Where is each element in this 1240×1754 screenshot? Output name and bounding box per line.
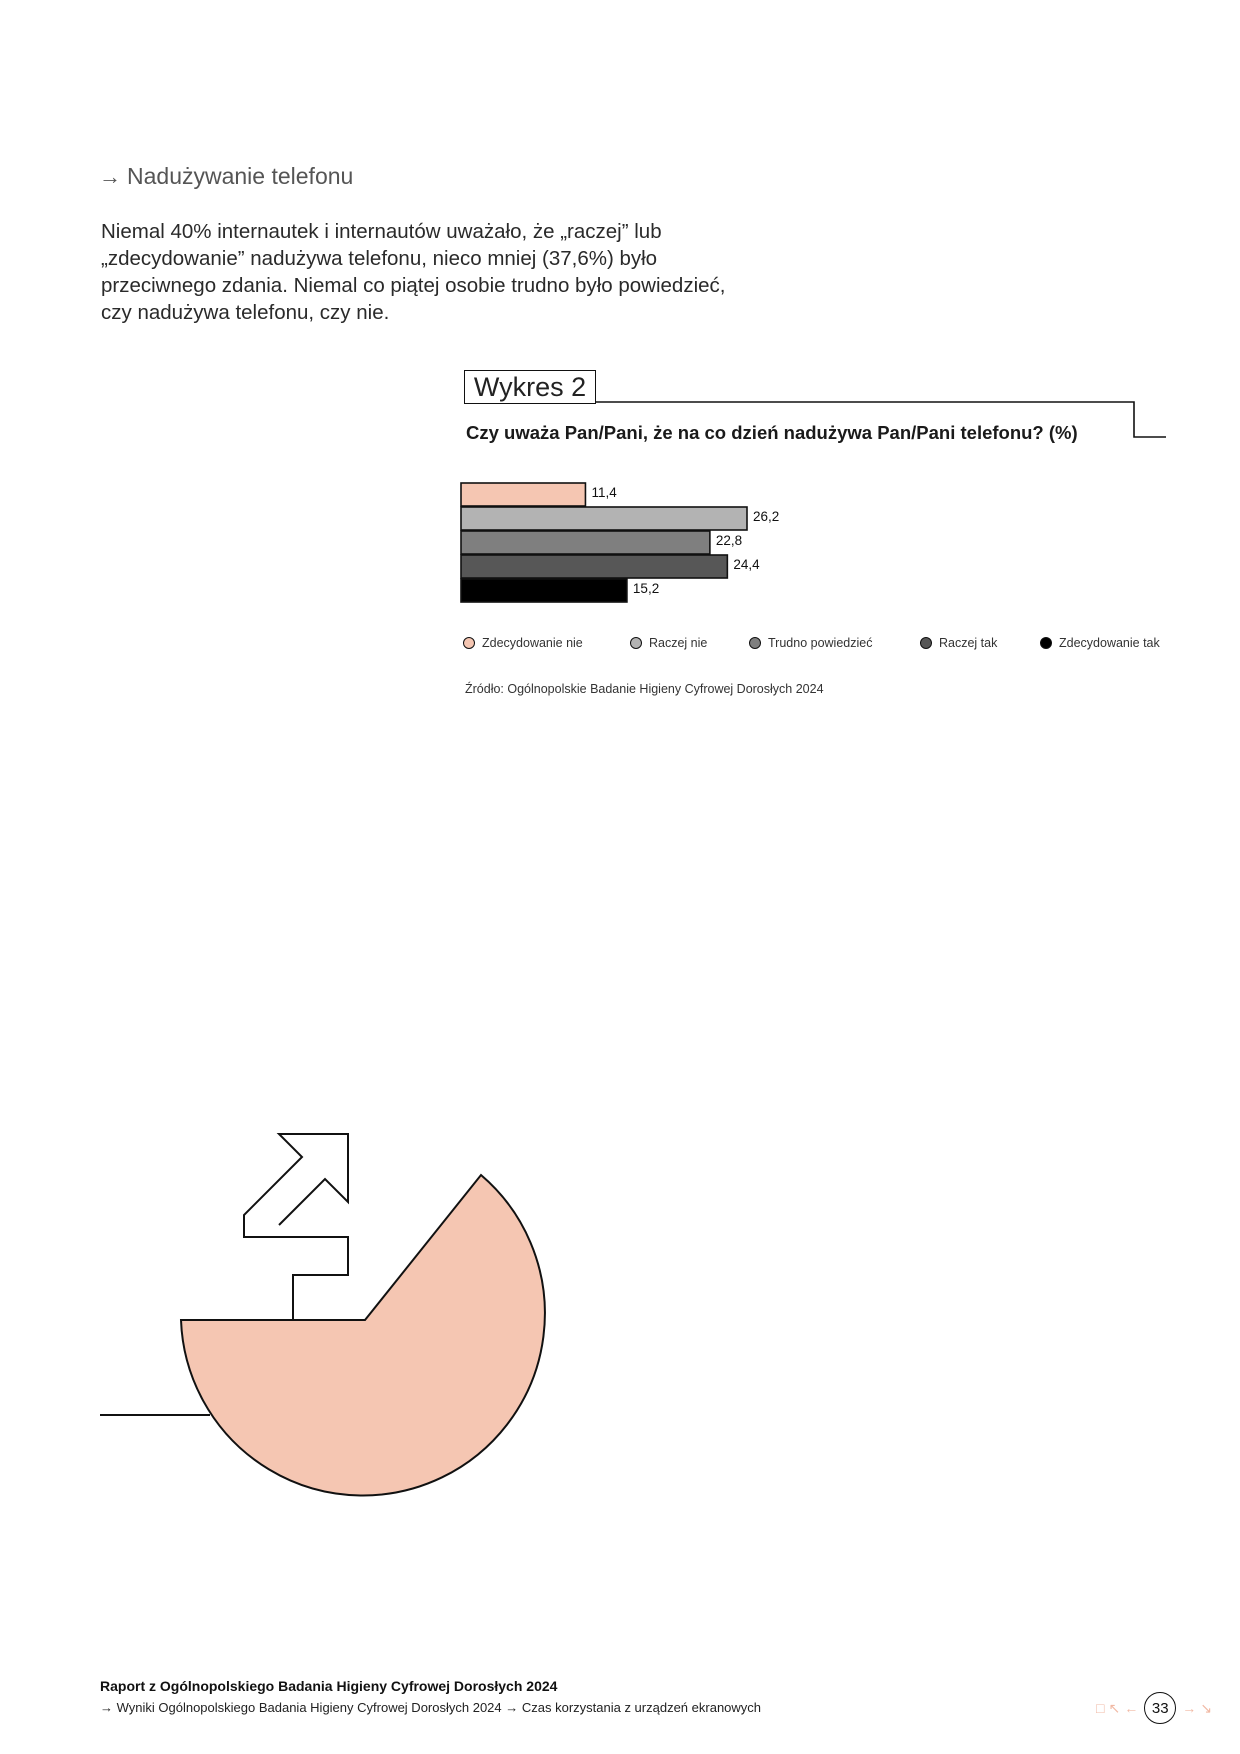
page-navigation: [1096, 1692, 1212, 1724]
legend-swatch: [1040, 637, 1052, 649]
legend-label: Zdecydowanie tak: [1059, 636, 1160, 650]
legend-swatch: [630, 637, 642, 649]
legend-item: [749, 636, 920, 650]
legend-item: [463, 636, 630, 650]
footer-report-title: Raport z Ogólnopolskiego Badania Higieny Cyfrowej Dorosłych 2024: [100, 1678, 558, 1694]
arrow-right-icon[interactable]: →: [1182, 1700, 1197, 1716]
legend-item: [630, 636, 749, 650]
bar-value-label: 11,4: [591, 485, 617, 500]
section-title: Nadużywanie telefonu: [127, 163, 354, 189]
bar-zdecydowanie-nie: [461, 483, 585, 506]
arrow-up-left-icon[interactable]: ↖: [1108, 1699, 1121, 1716]
arrow-right-icon: →: [99, 163, 121, 189]
bar-zdecydowanie-tak: [461, 579, 627, 602]
chart-tag: Wykres 2: [464, 370, 596, 404]
legend-item: [1040, 636, 1160, 650]
footer-breadcrumb[interactable]: → Wyniki Ogólnopolskiego Badania Higieny Cyfrowej Dorosłych 2024 → Czas korzystania z urządzeń ekranowych: [100, 1700, 762, 1715]
arrow-left-icon[interactable]: ←: [1124, 1700, 1139, 1716]
decorative-illustration: [0, 1120, 620, 1520]
decorative-arrow-icon: [244, 1134, 348, 1320]
bar-raczej-tak: [461, 555, 727, 578]
legend-swatch: [920, 637, 932, 649]
chart-title: Czy uważa Pan/Pani, że na co dzień nadużywa Pan/Pani telefonu? (%): [466, 422, 1078, 443]
page-number: 33: [1144, 1692, 1176, 1724]
legend-swatch: [749, 637, 761, 649]
bar-value-label: 24,4: [733, 557, 760, 572]
legend-swatch: [463, 637, 475, 649]
bar-value-label: 15,2: [632, 581, 660, 596]
body-paragraph: Niemal 40% internautek i internautów uważało, że „raczej” lub „zdecydowanie” nadużywa telefonu, nieco mniej (37,6%) było przeciwnego zdania. Niemal co piątej osobie trudno było powiedzieć, czy nadużywa telefonu, czy nie.: [101, 220, 726, 324]
chart-legend: [463, 636, 1183, 650]
bar-value-label: 26,2: [753, 509, 780, 524]
legend-item: [920, 636, 1040, 650]
bar-chart: [460, 480, 800, 605]
legend-label: Trudno powiedzieć: [768, 636, 873, 650]
arrow-down-right-icon[interactable]: ↘: [1200, 1699, 1212, 1716]
legend-label: Raczej tak: [939, 636, 998, 650]
bar-trudno-powiedzieć: [461, 531, 710, 554]
bar-raczej-nie: [461, 507, 747, 530]
chart-frame-lines: [0, 0, 1240, 460]
legend-label: Zdecydowanie nie: [482, 636, 583, 650]
legend-label: Raczej nie: [649, 636, 708, 650]
bar-value-label: 22,8: [715, 533, 743, 548]
decorative-pie-shape: [181, 1175, 545, 1495]
chart-source: Źródło: Ogólnopolskie Badanie Higieny Cyfrowej Dorosłych 2024: [465, 682, 824, 696]
home-square-icon[interactable]: □: [1096, 1700, 1105, 1716]
